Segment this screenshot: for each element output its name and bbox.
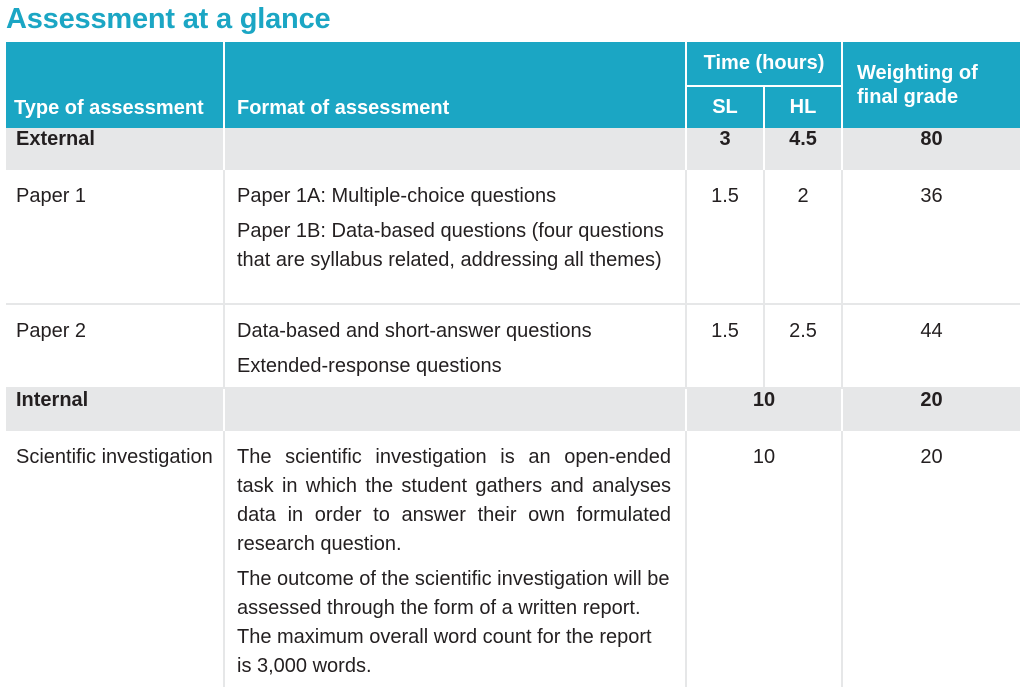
assessment-type: Paper 1 xyxy=(6,170,224,304)
header-type: Type of assessment xyxy=(6,42,224,128)
weighting: 44 xyxy=(842,304,1020,388)
header-weighting: Weighting of final grade xyxy=(842,42,1020,128)
time-combined: 10 xyxy=(686,431,842,687)
time-sl: 1.5 xyxy=(686,170,764,304)
header-row-top xyxy=(6,42,1020,86)
time-hl: 2 xyxy=(764,170,842,304)
weighting: 20 xyxy=(842,431,1020,687)
format-line: Extended-response questions xyxy=(237,355,502,377)
table-row xyxy=(6,170,1020,304)
section-row-internal xyxy=(6,388,1020,431)
section-weight: 20 xyxy=(842,388,1020,431)
format-line: The scientific investigation is an open-ended task in which the student gathers and analyses data in order to answer their own formulated research question. xyxy=(237,446,671,555)
assessment-type: Paper 2 xyxy=(6,304,224,388)
format-line: Paper 1B: Data-based questions (four questions that are syllabus related, addressing all themes) xyxy=(237,220,664,271)
format-line: The outcome of the scientific investigation will be assessed through the form of a written report. The maximum overall word count for the report is 3,000 words. xyxy=(237,568,670,677)
section-format-empty xyxy=(224,128,686,170)
section-time: 10 xyxy=(686,388,842,431)
assessment-table xyxy=(6,42,1020,687)
section-label: Internal xyxy=(6,388,224,431)
section-row-external xyxy=(6,128,1020,170)
table-row xyxy=(6,431,1020,687)
weighting: 36 xyxy=(842,170,1020,304)
assessment-format xyxy=(224,170,686,304)
section-weight: 80 xyxy=(842,128,1020,170)
section-sl: 3 xyxy=(686,128,764,170)
assessment-format xyxy=(224,431,686,687)
header-sl: SL xyxy=(686,86,764,128)
assessment-format xyxy=(224,304,686,388)
section-format-empty xyxy=(224,388,686,431)
page-title: Assessment at a glance xyxy=(6,3,331,35)
header-format: Format of assessment xyxy=(224,42,686,128)
time-hl: 2.5 xyxy=(764,304,842,388)
assessment-type: Scientific investigation xyxy=(6,431,224,687)
format-line: Data-based and short-answer questions xyxy=(237,320,592,342)
section-hl: 4.5 xyxy=(764,128,842,170)
header-hl: HL xyxy=(764,86,842,128)
section-label: External xyxy=(6,128,224,170)
table-row xyxy=(6,304,1020,388)
format-line: Paper 1A: Multiple-choice questions xyxy=(237,185,557,207)
header-time: Time (hours) xyxy=(686,42,842,86)
time-sl: 1.5 xyxy=(686,304,764,388)
